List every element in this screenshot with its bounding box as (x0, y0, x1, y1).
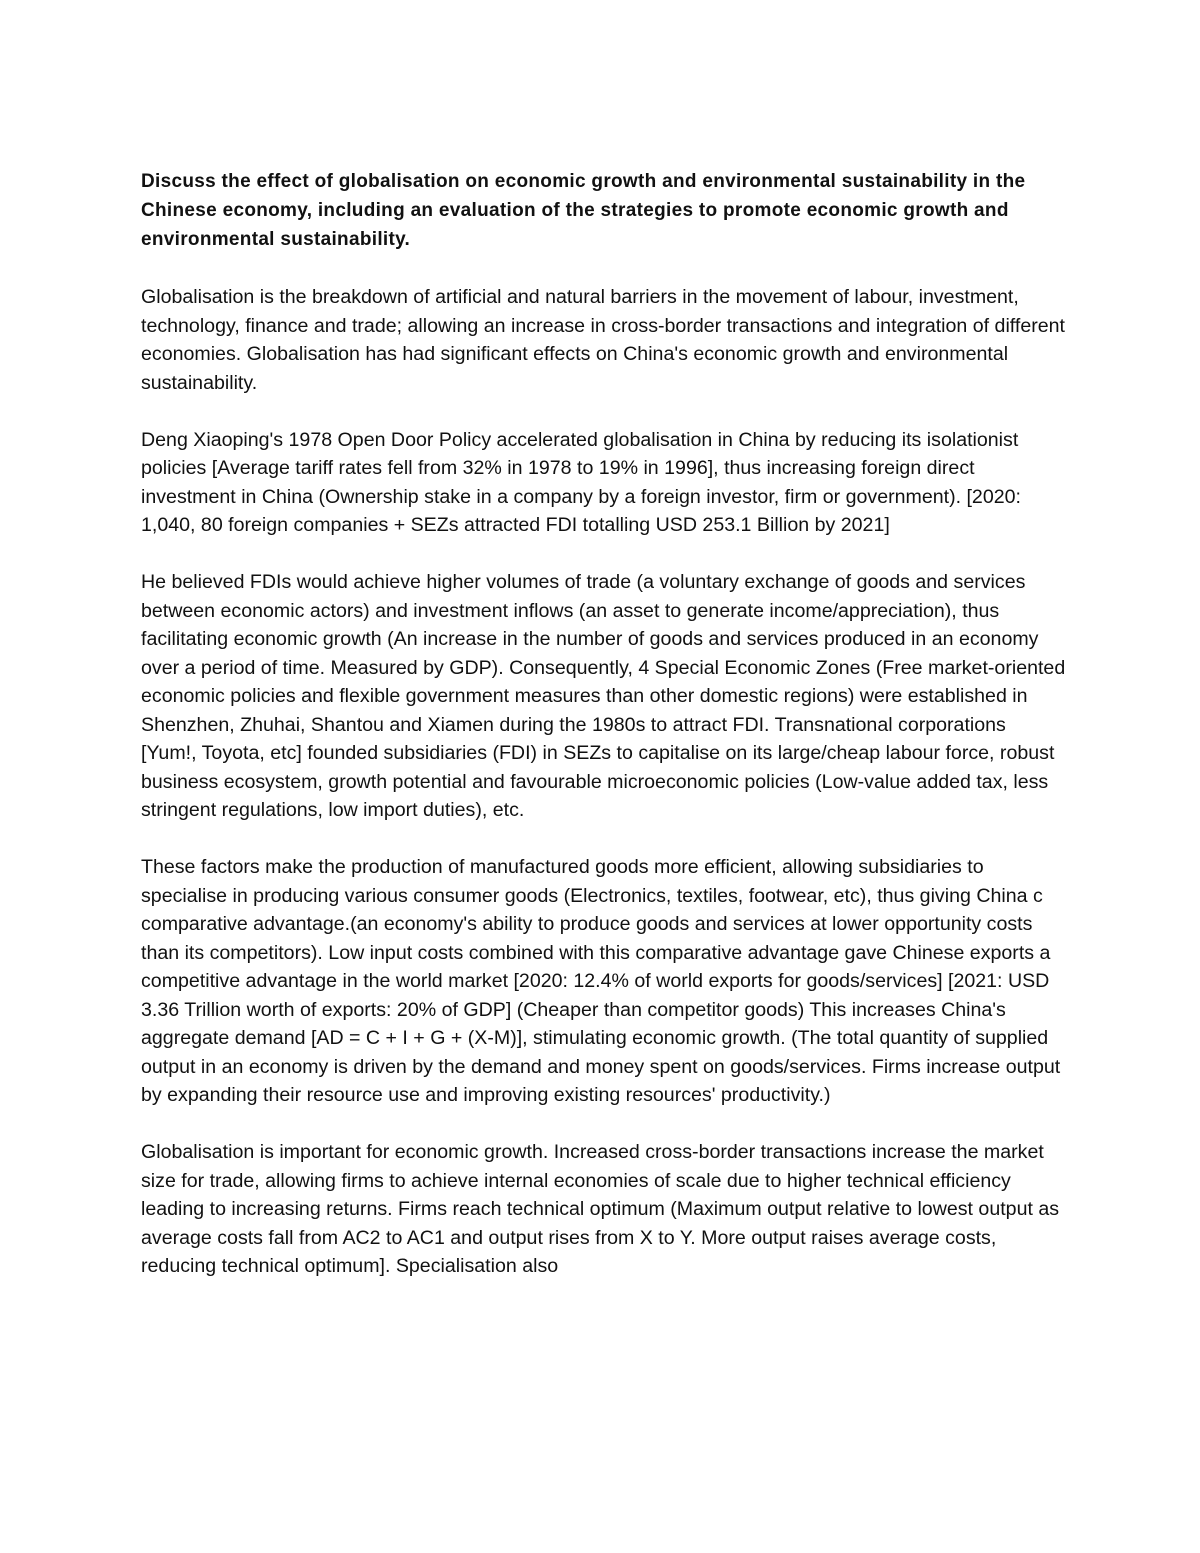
paragraph-economies-of-scale: Globalisation is important for economic growth. Increased cross-border transactions increase the market size for trade, allowing firms to achieve internal economies of scale due to higher technical efficiency leading to increasing returns. Firms reach technical optimum (Maximum output relative to lowest output as average costs fall from AC2 to AC1 and output rises from X to Y. More output raises average costs, reducing technical optimum]. Specialisation also (141, 1141, 1060, 1277)
paragraph-globalisation-definition: Globalisation is the breakdown of artificial and natural barriers in the movement of labour, investment, technology, finance and trade; allowing an increase in cross-border transactions and integration of different economies. Globalisation has had significant effects on China's economic growth and environmental sustainability. (141, 286, 1066, 394)
paragraph-fdi-and-sezs: He believed FDIs would achieve higher volumes of trade (a voluntary exchange of goods and services between economic actors) and investment inflows (an asset to generate income/appreciation), thus facilitating economic growth (An increase in the number of goods and services produced in an economy over a period of time. Measured by GDP). Consequently, 4 Special Economic Zones (Free market-oriented economic policies and flexible government measures than other domestic regions) were established in Shenzhen, Zhuhai, Shantou and Xiamen during the 1980s to attract FDI. Transnational corporations [Yum!, Toyota, etc] founded subsidiaries (FDI) in SEZs to capitalise on its large/cheap labour force, robust business ecosystem, growth potential and favourable microeconomic policies (Low-value added tax, less stringent regulations, low import duties), etc. (141, 571, 1066, 821)
document-body (141, 167, 1066, 1309)
paragraph-comparative-advantage: These factors make the production of manufactured goods more efficient, allowing subsidiaries to specialise in producing various consumer goods (Electronics, textiles, footwear, etc), thus giving China c comparative advantage.(an economy's ability to produce goods and services at lower opportunity costs than its competitors). Low input costs combined with this comparative advantage gave Chinese exports a competitive advantage in the world market [2020: 12.4% of world exports for goods/services] [2021: USD 3.36 Trillion worth of exports: 20% of GDP] (Cheaper than competitor goods) This increases China's aggregate demand [AD = C + I + G + (X-M)], stimulating economic growth. (The total quantity of supplied output in an economy is driven by the demand and money spent on goods/services. Firms increase output by expanding their resource use and improving existing resources' productivity.) (141, 856, 1061, 1106)
paragraph-open-door-policy: Deng Xiaoping's 1978 Open Door Policy accelerated globalisation in China by reducing its isolationist policies [Average tariff rates fell from 32% in 1978 to 19% in 1996], thus increasing foreign direct investment in China (Ownership stake in a company by a foreign investor, firm or government). [2020: 1,040, 80 foreign companies + SEZs attracted FDI totalling USD 253.1 Billion by 2021] (141, 428, 1021, 536)
essay-question-heading: Discuss the effect of globalisation on economic growth and environmental sustainability in the Chinese economy, including an evaluation of the strategies to promote economic growth and environmental sustainability. (141, 171, 1026, 250)
